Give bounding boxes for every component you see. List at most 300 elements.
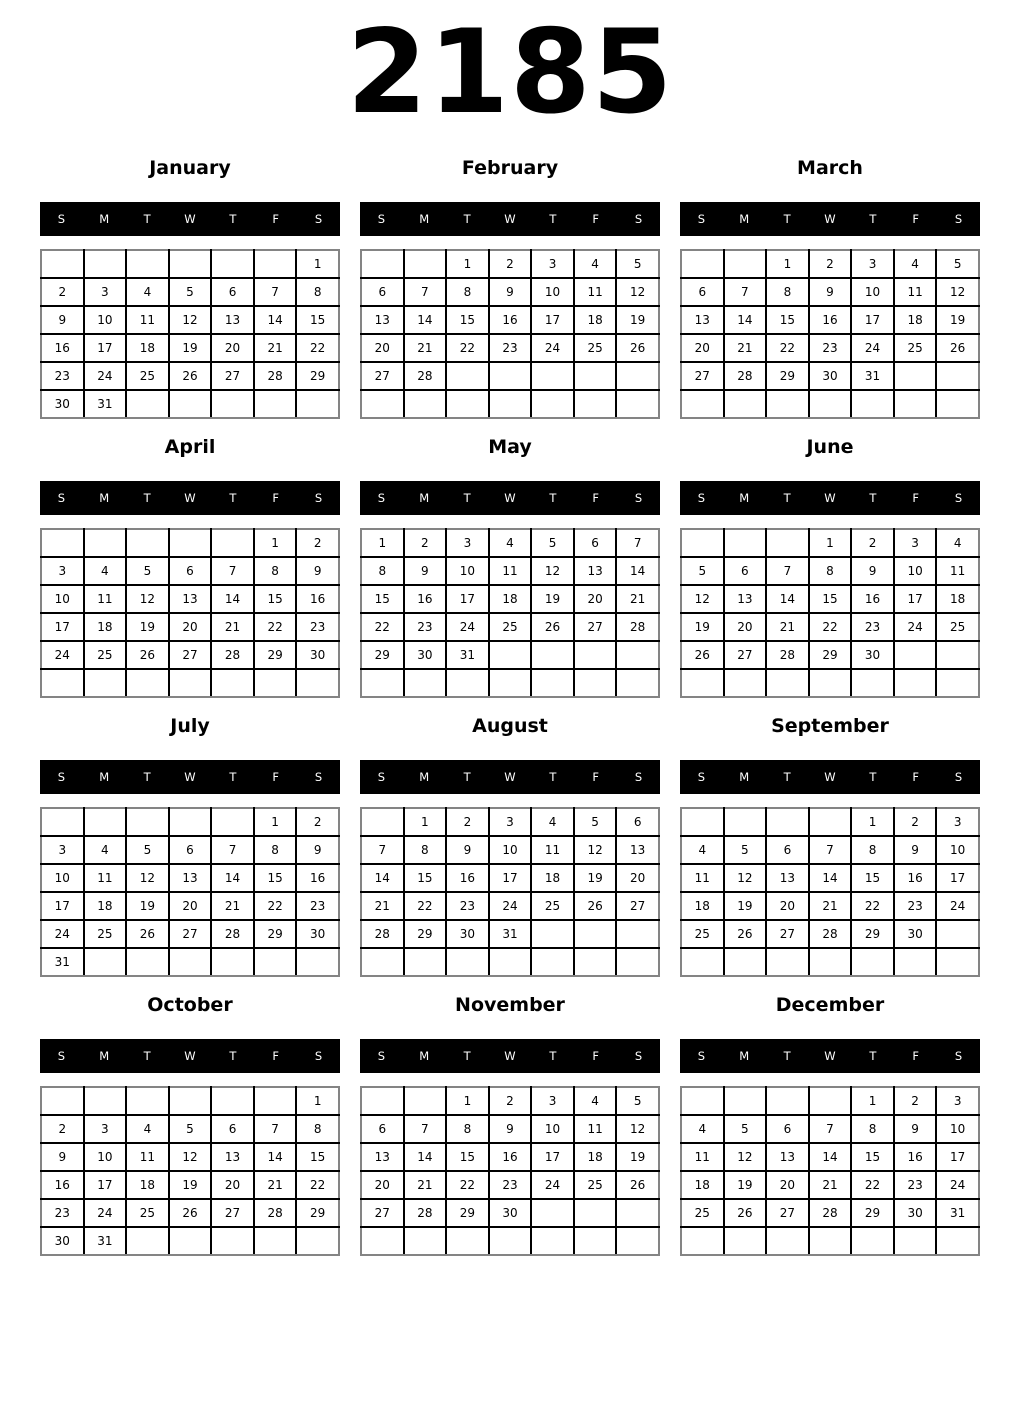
day-cell: 18 bbox=[936, 585, 979, 613]
dow-label: S bbox=[697, 491, 706, 505]
day-cell-empty bbox=[724, 808, 767, 836]
day-cell-empty bbox=[211, 948, 254, 976]
day-cell-empty bbox=[126, 948, 169, 976]
day-cell-empty bbox=[211, 529, 254, 557]
dow-label: T bbox=[143, 770, 151, 784]
week-row bbox=[41, 892, 339, 920]
week-row bbox=[41, 1171, 339, 1199]
day-cell: 12 bbox=[126, 864, 169, 892]
day-cell: 20 bbox=[681, 334, 724, 362]
day-cell: 1 bbox=[254, 529, 297, 557]
day-cell: 24 bbox=[531, 334, 574, 362]
dow-label: T bbox=[463, 212, 471, 226]
dow-label: S bbox=[314, 212, 323, 226]
week-row bbox=[361, 1171, 659, 1199]
day-cell-empty bbox=[361, 1087, 404, 1115]
day-cell: 24 bbox=[84, 362, 127, 390]
day-cell-empty bbox=[574, 362, 617, 390]
day-cell: 19 bbox=[126, 613, 169, 641]
day-cell: 25 bbox=[531, 892, 574, 920]
day-cell: 7 bbox=[211, 557, 254, 585]
dow-label: S bbox=[57, 491, 66, 505]
dow-label: W bbox=[184, 1049, 196, 1063]
day-cell: 9 bbox=[404, 557, 447, 585]
day-cell: 2 bbox=[851, 529, 894, 557]
week-row bbox=[361, 529, 659, 557]
day-cell: 18 bbox=[84, 613, 127, 641]
day-cell: 8 bbox=[254, 557, 297, 585]
week-row bbox=[681, 1143, 979, 1171]
day-cell-empty bbox=[809, 1087, 852, 1115]
day-cell: 6 bbox=[169, 557, 212, 585]
day-of-week-header bbox=[360, 202, 660, 236]
day-cell-empty bbox=[404, 250, 447, 278]
day-cell: 18 bbox=[894, 306, 937, 334]
week-row bbox=[41, 948, 339, 976]
day-cell: 6 bbox=[211, 1115, 254, 1143]
dow-label: W bbox=[824, 1049, 836, 1063]
day-cell: 28 bbox=[254, 1199, 297, 1227]
day-cell: 31 bbox=[851, 362, 894, 390]
month-july bbox=[40, 712, 340, 977]
day-cell: 20 bbox=[361, 1171, 404, 1199]
day-cell-empty bbox=[766, 1227, 809, 1255]
day-cell: 11 bbox=[84, 585, 127, 613]
week-row bbox=[361, 948, 659, 976]
day-cell: 5 bbox=[616, 250, 659, 278]
day-cell-empty bbox=[296, 669, 339, 697]
day-cell: 17 bbox=[84, 1171, 127, 1199]
dow-label: S bbox=[377, 212, 386, 226]
dow-label: S bbox=[57, 770, 66, 784]
day-cell: 8 bbox=[296, 278, 339, 306]
week-row bbox=[681, 362, 979, 390]
day-cell-empty bbox=[936, 1227, 979, 1255]
day-cell: 20 bbox=[361, 334, 404, 362]
dow-label: W bbox=[824, 212, 836, 226]
day-cell: 24 bbox=[84, 1199, 127, 1227]
day-cell: 5 bbox=[169, 1115, 212, 1143]
day-cell-empty bbox=[894, 362, 937, 390]
day-cell: 14 bbox=[404, 306, 447, 334]
day-cell: 12 bbox=[169, 1143, 212, 1171]
day-cell: 20 bbox=[169, 613, 212, 641]
day-cell: 26 bbox=[616, 1171, 659, 1199]
week-row bbox=[41, 1143, 339, 1171]
day-cell: 3 bbox=[84, 278, 127, 306]
month-title: September bbox=[771, 715, 889, 737]
day-cell: 26 bbox=[574, 892, 617, 920]
day-cell: 10 bbox=[84, 1143, 127, 1171]
day-of-week-header bbox=[680, 1039, 980, 1073]
day-cell: 3 bbox=[41, 557, 84, 585]
day-cell: 10 bbox=[84, 306, 127, 334]
week-row bbox=[41, 362, 339, 390]
day-cell: 25 bbox=[84, 920, 127, 948]
day-cell: 2 bbox=[489, 250, 532, 278]
day-cell: 29 bbox=[851, 920, 894, 948]
day-cell-empty bbox=[724, 1227, 767, 1255]
day-cell-empty bbox=[126, 250, 169, 278]
day-cell: 29 bbox=[851, 1199, 894, 1227]
dow-label: T bbox=[783, 770, 791, 784]
day-cell: 27 bbox=[169, 641, 212, 669]
day-cell: 8 bbox=[766, 278, 809, 306]
day-cell: 26 bbox=[531, 613, 574, 641]
day-cell: 18 bbox=[574, 1143, 617, 1171]
day-cell-empty bbox=[936, 641, 979, 669]
day-cell-empty bbox=[681, 529, 724, 557]
day-cell-empty bbox=[254, 1227, 297, 1255]
day-cell-empty bbox=[531, 920, 574, 948]
day-cell: 28 bbox=[724, 362, 767, 390]
day-cell-empty bbox=[126, 390, 169, 418]
day-cell: 28 bbox=[809, 920, 852, 948]
day-cell: 21 bbox=[809, 1171, 852, 1199]
day-cell: 2 bbox=[489, 1087, 532, 1115]
dow-label: T bbox=[463, 491, 471, 505]
day-cell: 2 bbox=[894, 1087, 937, 1115]
day-cell-empty bbox=[766, 808, 809, 836]
day-cell: 25 bbox=[894, 334, 937, 362]
day-cell: 7 bbox=[211, 836, 254, 864]
week-row bbox=[681, 529, 979, 557]
day-cell: 30 bbox=[809, 362, 852, 390]
day-cell: 21 bbox=[254, 1171, 297, 1199]
day-cell: 27 bbox=[169, 920, 212, 948]
week-row bbox=[361, 641, 659, 669]
day-cell: 29 bbox=[809, 641, 852, 669]
day-cell-empty bbox=[851, 1227, 894, 1255]
week-row bbox=[361, 1199, 659, 1227]
day-cell: 24 bbox=[936, 1171, 979, 1199]
day-cell: 19 bbox=[936, 306, 979, 334]
day-cell: 25 bbox=[126, 362, 169, 390]
day-cell: 18 bbox=[84, 892, 127, 920]
day-cell: 9 bbox=[489, 278, 532, 306]
day-cell: 16 bbox=[809, 306, 852, 334]
week-row bbox=[681, 1227, 979, 1255]
year-title: 2185 bbox=[346, 5, 674, 140]
day-cell-empty bbox=[809, 948, 852, 976]
day-cell-empty bbox=[809, 390, 852, 418]
day-cell: 28 bbox=[211, 641, 254, 669]
day-cell: 5 bbox=[531, 529, 574, 557]
day-cell: 8 bbox=[851, 1115, 894, 1143]
dow-label: T bbox=[869, 770, 877, 784]
day-cell: 7 bbox=[404, 1115, 447, 1143]
dow-label: S bbox=[697, 212, 706, 226]
day-cell: 1 bbox=[361, 529, 404, 557]
day-cell: 6 bbox=[211, 278, 254, 306]
day-cell-empty bbox=[531, 390, 574, 418]
day-cell: 4 bbox=[681, 836, 724, 864]
day-cell: 24 bbox=[936, 892, 979, 920]
month-october bbox=[40, 991, 340, 1256]
day-cell-empty bbox=[361, 1227, 404, 1255]
day-cell-empty bbox=[361, 948, 404, 976]
day-cell: 26 bbox=[169, 1199, 212, 1227]
month-days-table bbox=[40, 528, 340, 698]
day-cell: 24 bbox=[41, 920, 84, 948]
day-cell: 25 bbox=[681, 1199, 724, 1227]
day-cell: 28 bbox=[404, 362, 447, 390]
day-cell: 26 bbox=[126, 641, 169, 669]
month-title: November bbox=[455, 994, 565, 1016]
day-cell: 9 bbox=[894, 836, 937, 864]
day-cell-empty bbox=[84, 1087, 127, 1115]
day-cell: 1 bbox=[851, 808, 894, 836]
day-cell-empty bbox=[211, 808, 254, 836]
day-cell: 11 bbox=[126, 306, 169, 334]
day-cell: 14 bbox=[809, 1143, 852, 1171]
day-cell: 26 bbox=[724, 920, 767, 948]
day-cell: 21 bbox=[616, 585, 659, 613]
day-cell-empty bbox=[681, 1227, 724, 1255]
day-cell: 4 bbox=[936, 529, 979, 557]
month-title: December bbox=[775, 994, 885, 1016]
day-cell-empty bbox=[41, 529, 84, 557]
day-cell: 6 bbox=[361, 278, 404, 306]
day-cell-empty bbox=[894, 948, 937, 976]
day-of-week-header bbox=[680, 481, 980, 515]
dow-label: S bbox=[314, 1049, 323, 1063]
day-cell: 2 bbox=[296, 808, 339, 836]
day-cell: 6 bbox=[616, 808, 659, 836]
day-of-week-header bbox=[40, 481, 340, 515]
day-cell: 28 bbox=[254, 362, 297, 390]
day-cell-empty bbox=[574, 1199, 617, 1227]
day-cell: 28 bbox=[766, 641, 809, 669]
month-may bbox=[360, 433, 660, 698]
dow-label: F bbox=[272, 491, 280, 505]
day-cell: 11 bbox=[894, 278, 937, 306]
day-cell: 24 bbox=[446, 613, 489, 641]
day-cell-empty bbox=[936, 362, 979, 390]
day-cell: 8 bbox=[404, 836, 447, 864]
day-cell: 24 bbox=[41, 641, 84, 669]
day-cell: 8 bbox=[446, 278, 489, 306]
week-row bbox=[361, 613, 659, 641]
dow-label: F bbox=[592, 491, 600, 505]
day-cell-empty bbox=[169, 529, 212, 557]
day-cell: 30 bbox=[404, 641, 447, 669]
day-cell-empty bbox=[211, 1227, 254, 1255]
day-cell: 12 bbox=[531, 557, 574, 585]
day-cell-empty bbox=[894, 390, 937, 418]
day-cell-empty bbox=[681, 948, 724, 976]
day-cell: 20 bbox=[169, 892, 212, 920]
week-row bbox=[681, 278, 979, 306]
day-cell-empty bbox=[41, 1087, 84, 1115]
day-cell: 16 bbox=[404, 585, 447, 613]
day-of-week-header bbox=[360, 760, 660, 794]
day-cell: 23 bbox=[894, 1171, 937, 1199]
month-title: June bbox=[806, 436, 854, 458]
day-cell: 16 bbox=[296, 864, 339, 892]
day-cell: 20 bbox=[211, 1171, 254, 1199]
day-cell: 18 bbox=[574, 306, 617, 334]
dow-label: S bbox=[314, 491, 323, 505]
day-cell: 12 bbox=[574, 836, 617, 864]
dow-label: F bbox=[592, 770, 600, 784]
dow-label: S bbox=[57, 1049, 66, 1063]
day-cell: 30 bbox=[446, 920, 489, 948]
day-cell: 4 bbox=[574, 250, 617, 278]
day-cell: 14 bbox=[361, 864, 404, 892]
day-cell: 9 bbox=[446, 836, 489, 864]
day-cell-empty bbox=[126, 1227, 169, 1255]
day-cell: 19 bbox=[616, 1143, 659, 1171]
day-cell: 23 bbox=[296, 613, 339, 641]
day-cell: 30 bbox=[894, 1199, 937, 1227]
day-cell-empty bbox=[681, 669, 724, 697]
day-cell-empty bbox=[446, 948, 489, 976]
day-cell: 12 bbox=[681, 585, 724, 613]
day-cell: 31 bbox=[489, 920, 532, 948]
month-title: August bbox=[472, 715, 548, 737]
day-cell: 29 bbox=[254, 641, 297, 669]
day-cell: 6 bbox=[766, 836, 809, 864]
dow-label: T bbox=[143, 1049, 151, 1063]
day-cell: 11 bbox=[531, 836, 574, 864]
dow-label: S bbox=[634, 770, 643, 784]
day-cell-empty bbox=[531, 948, 574, 976]
day-cell: 19 bbox=[574, 864, 617, 892]
day-cell-empty bbox=[724, 669, 767, 697]
day-cell: 13 bbox=[211, 306, 254, 334]
day-cell: 10 bbox=[851, 278, 894, 306]
week-row bbox=[41, 920, 339, 948]
day-cell: 3 bbox=[851, 250, 894, 278]
day-cell: 26 bbox=[126, 920, 169, 948]
day-cell: 24 bbox=[851, 334, 894, 362]
day-cell-empty bbox=[126, 529, 169, 557]
day-cell: 6 bbox=[574, 529, 617, 557]
day-cell-empty bbox=[84, 669, 127, 697]
week-row bbox=[41, 250, 339, 278]
day-cell: 28 bbox=[809, 1199, 852, 1227]
day-cell-empty bbox=[489, 641, 532, 669]
day-cell-empty bbox=[724, 948, 767, 976]
day-cell: 22 bbox=[851, 1171, 894, 1199]
day-cell: 2 bbox=[404, 529, 447, 557]
day-cell: 10 bbox=[936, 836, 979, 864]
day-cell: 17 bbox=[894, 585, 937, 613]
day-cell: 4 bbox=[84, 836, 127, 864]
day-cell: 29 bbox=[254, 920, 297, 948]
week-row bbox=[361, 1087, 659, 1115]
dow-label: S bbox=[697, 1049, 706, 1063]
dow-label: F bbox=[912, 1049, 920, 1063]
day-cell: 3 bbox=[936, 1087, 979, 1115]
day-cell: 7 bbox=[404, 278, 447, 306]
dow-label: S bbox=[634, 1049, 643, 1063]
dow-label: W bbox=[504, 770, 516, 784]
day-cell: 25 bbox=[574, 1171, 617, 1199]
day-cell: 14 bbox=[809, 864, 852, 892]
month-march bbox=[680, 154, 980, 419]
dow-label: W bbox=[504, 491, 516, 505]
week-row bbox=[681, 892, 979, 920]
dow-label: T bbox=[869, 1049, 877, 1063]
day-cell: 16 bbox=[489, 306, 532, 334]
month-days-table bbox=[40, 807, 340, 977]
day-cell: 16 bbox=[894, 864, 937, 892]
day-cell: 13 bbox=[361, 1143, 404, 1171]
week-row bbox=[681, 250, 979, 278]
day-cell: 11 bbox=[489, 557, 532, 585]
day-cell-empty bbox=[254, 390, 297, 418]
day-cell: 15 bbox=[254, 585, 297, 613]
day-cell: 26 bbox=[724, 1199, 767, 1227]
day-cell-empty bbox=[404, 390, 447, 418]
day-cell-empty bbox=[169, 390, 212, 418]
day-cell: 4 bbox=[84, 557, 127, 585]
day-cell: 14 bbox=[404, 1143, 447, 1171]
dow-label: S bbox=[954, 491, 963, 505]
week-row bbox=[41, 390, 339, 418]
day-cell: 13 bbox=[211, 1143, 254, 1171]
month-title: May bbox=[488, 436, 532, 458]
day-cell: 11 bbox=[574, 1115, 617, 1143]
day-cell: 29 bbox=[766, 362, 809, 390]
day-cell: 10 bbox=[41, 585, 84, 613]
day-cell: 7 bbox=[254, 1115, 297, 1143]
day-cell: 5 bbox=[681, 557, 724, 585]
day-cell: 9 bbox=[489, 1115, 532, 1143]
week-row bbox=[681, 1199, 979, 1227]
dow-label: W bbox=[824, 491, 836, 505]
day-cell: 15 bbox=[446, 306, 489, 334]
dow-label: F bbox=[272, 770, 280, 784]
day-cell: 14 bbox=[211, 864, 254, 892]
day-cell: 30 bbox=[851, 641, 894, 669]
dow-label: T bbox=[783, 1049, 791, 1063]
day-cell: 26 bbox=[169, 362, 212, 390]
week-row bbox=[681, 585, 979, 613]
day-cell: 22 bbox=[404, 892, 447, 920]
day-cell: 7 bbox=[809, 1115, 852, 1143]
day-cell: 28 bbox=[361, 920, 404, 948]
week-row bbox=[681, 641, 979, 669]
day-cell-empty bbox=[894, 1227, 937, 1255]
day-cell-empty bbox=[41, 808, 84, 836]
day-cell: 22 bbox=[296, 334, 339, 362]
day-cell: 8 bbox=[361, 557, 404, 585]
dow-label: W bbox=[504, 212, 516, 226]
dow-label: T bbox=[229, 1049, 237, 1063]
day-cell: 28 bbox=[616, 613, 659, 641]
day-cell: 20 bbox=[766, 1171, 809, 1199]
day-cell: 27 bbox=[616, 892, 659, 920]
day-cell-empty bbox=[254, 1087, 297, 1115]
day-cell: 4 bbox=[681, 1115, 724, 1143]
day-cell: 27 bbox=[766, 1199, 809, 1227]
day-cell: 23 bbox=[404, 613, 447, 641]
week-row bbox=[681, 669, 979, 697]
month-days-table bbox=[680, 528, 980, 698]
day-cell-empty bbox=[724, 1087, 767, 1115]
day-cell: 14 bbox=[254, 1143, 297, 1171]
dow-label: T bbox=[229, 491, 237, 505]
day-cell: 15 bbox=[809, 585, 852, 613]
day-cell: 25 bbox=[681, 920, 724, 948]
day-cell: 17 bbox=[851, 306, 894, 334]
day-cell-empty bbox=[724, 390, 767, 418]
week-row bbox=[681, 836, 979, 864]
day-cell-empty bbox=[766, 1087, 809, 1115]
